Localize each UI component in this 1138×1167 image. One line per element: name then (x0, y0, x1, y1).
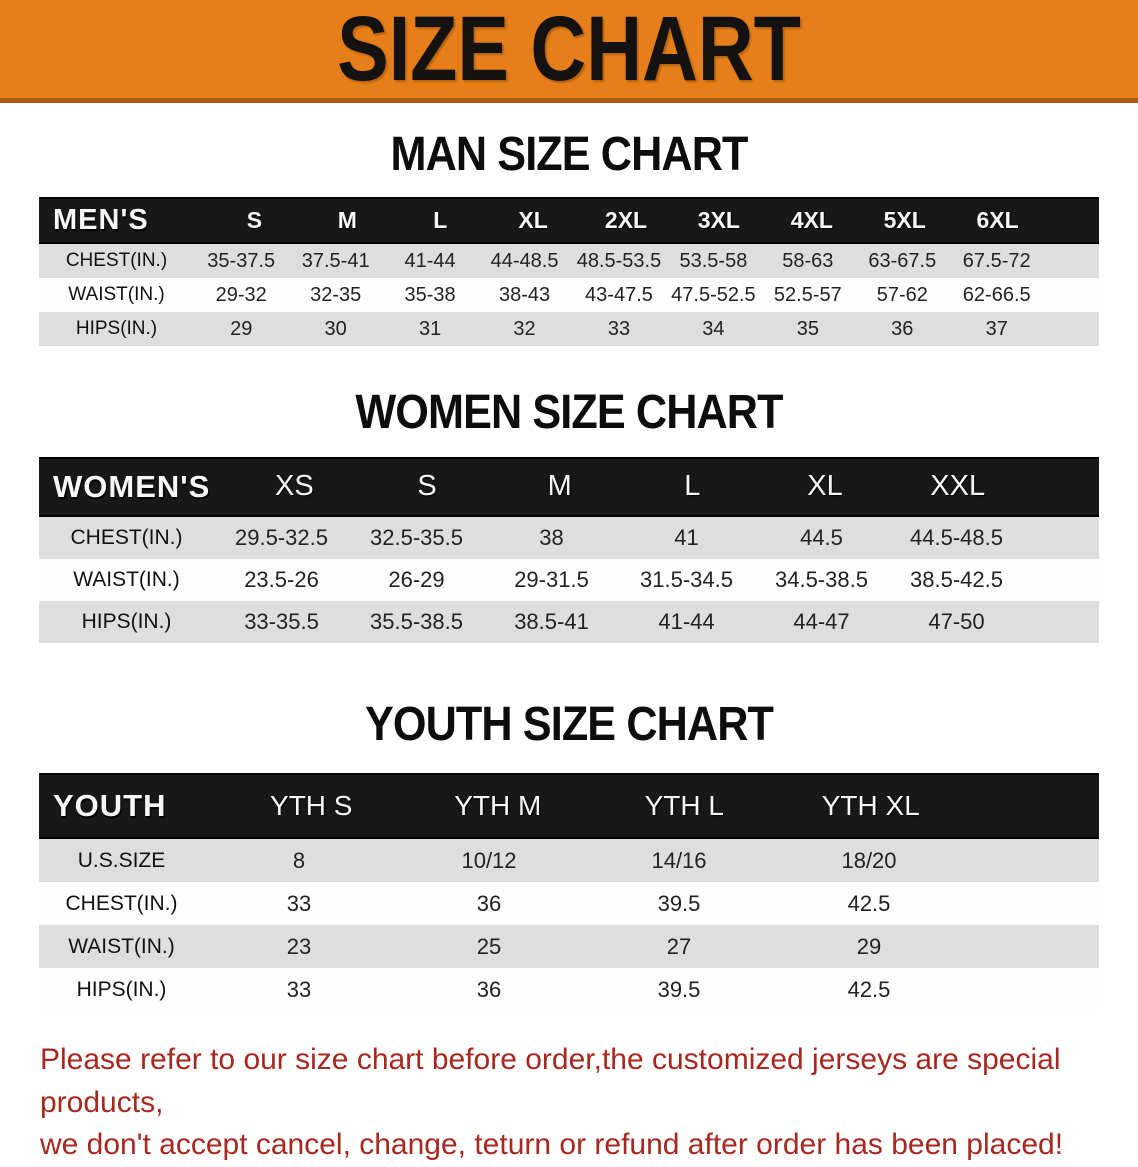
table-row (39, 559, 1099, 601)
table-cell: 41-44 (404, 249, 456, 272)
table-cell: 37.5-41 (301, 249, 370, 272)
table-cell: 57-62 (876, 283, 928, 306)
row-label: CHEST(IN.) (70, 525, 183, 549)
table-cell: 26-29 (388, 566, 445, 592)
table-cell: 14/16 (651, 847, 707, 873)
row-label: WAIST(IN.) (73, 567, 180, 591)
size-chart-banner (0, 0, 1138, 103)
table-header-row (39, 457, 1099, 517)
disclaimer-line-2: we don't accept cancel, change, teturn or refund after order has been placed! (40, 1128, 1064, 1162)
column-header: YTH XL (821, 790, 920, 822)
table-cell: 38 (539, 524, 564, 550)
table-row (39, 312, 1099, 346)
table-cell: 33 (607, 317, 631, 340)
table-header-row (39, 773, 1099, 839)
table-header-row (39, 197, 1099, 244)
table-cell: 29.5-32.5 (235, 524, 328, 550)
table-cell: 30 (324, 317, 347, 340)
table-cell: 38-43 (498, 283, 551, 306)
youth-section-heading: YOUTH SIZE CHART (364, 697, 774, 751)
table-cell: 38.5-42.5 (910, 566, 1003, 592)
men-size-table (39, 197, 1099, 346)
table-cell: 39.5 (657, 976, 701, 1002)
table-cell: 35.5-38.5 (370, 608, 463, 634)
table-cell: 36 (891, 317, 914, 340)
table-cell: 23.5-26 (244, 566, 319, 592)
row-label: HIPS(IN.) (75, 318, 158, 340)
column-header: YTH L (644, 790, 724, 822)
table-cell: 48.5-53.5 (576, 249, 662, 272)
table-cell: 53.5-58 (679, 249, 748, 272)
banner-title: SIZE CHART (337, 0, 801, 100)
column-header: S (246, 207, 263, 234)
table-cell: 31.5-34.5 (640, 566, 733, 592)
table-row (39, 968, 1099, 1011)
table-cell: 37 (985, 317, 1008, 340)
table-cell: 32-35 (310, 283, 362, 306)
table-cell: 18/20 (841, 847, 897, 873)
table-cell: 25 (476, 933, 502, 959)
column-header: YTH M (454, 790, 542, 822)
table-cell: 67.5-72 (962, 249, 1031, 272)
row-label: U.S.SIZE (77, 848, 166, 872)
column-header: XS (274, 470, 314, 503)
table-cell: 32.5-35.5 (370, 524, 463, 550)
table-cell: 44.5-48.5 (910, 524, 1003, 550)
table-cell: 23 (286, 933, 312, 959)
table-cell: 35 (796, 317, 819, 340)
table-cell: 47-50 (928, 608, 985, 634)
column-header: YTH S (270, 790, 353, 822)
table-cell: 36 (476, 976, 502, 1002)
column-header: 4XL (790, 207, 833, 234)
table-cell: 32 (513, 317, 536, 340)
table-cell: 62-66.5 (962, 283, 1031, 306)
table-cell: 27 (666, 933, 692, 959)
table-cell: 29 (856, 933, 882, 959)
table-cell: 52.5-57 (773, 283, 842, 306)
table-cell: 38.5-41 (514, 608, 589, 634)
column-header: XXL (930, 470, 986, 503)
table-row (39, 278, 1099, 312)
women-section-heading: WOMEN SIZE CHART (355, 386, 783, 440)
table-cell: 33 (286, 890, 312, 916)
table-cell: 47.5-52.5 (671, 283, 756, 306)
table-cell: 36 (476, 890, 502, 916)
table-cell: 35-38 (404, 283, 456, 306)
column-header: M (337, 207, 357, 234)
table-row (39, 601, 1099, 643)
table-cell: 33-35.5 (244, 608, 319, 634)
table-corner-label: MEN'S (53, 204, 149, 237)
row-label: CHEST(IN.) (65, 250, 168, 272)
table-row (39, 882, 1099, 925)
disclaimer-text (40, 1039, 1118, 1167)
table-cell: 44-47 (793, 608, 850, 634)
column-header: M (547, 470, 572, 503)
table-row (39, 925, 1099, 968)
table-row (39, 244, 1099, 278)
column-header: L (684, 470, 701, 503)
table-corner-label: YOUTH (53, 788, 167, 824)
column-header: 3XL (697, 207, 740, 234)
table-cell: 34 (702, 317, 725, 340)
table-cell: 33 (286, 976, 312, 1002)
column-header: 5XL (883, 207, 926, 234)
table-row (39, 517, 1099, 559)
column-header: S (417, 470, 437, 503)
table-cell: 35-37.5 (207, 249, 276, 272)
table-cell: 34.5-38.5 (775, 566, 868, 592)
column-header: XL (518, 207, 548, 234)
disclaimer-line-1: Please refer to our size chart before order,the customized jerseys are special products, (40, 1043, 1061, 1119)
column-header: XL (807, 470, 843, 503)
table-cell: 39.5 (657, 890, 701, 916)
row-label: CHEST(IN.) (65, 891, 178, 915)
table-cell: 42.5 (847, 890, 891, 916)
column-header: L (433, 207, 448, 234)
table-cell: 44-48.5 (490, 249, 559, 272)
table-cell: 8 (292, 847, 306, 873)
table-cell: 58-63 (782, 249, 834, 272)
table-cell: 41-44 (658, 608, 715, 634)
men-section-heading: MAN SIZE CHART (390, 128, 748, 181)
table-cell: 31 (418, 317, 442, 340)
table-cell: 10/12 (461, 847, 517, 873)
table-cell: 44.5 (800, 524, 843, 550)
table-cell: 42.5 (847, 976, 891, 1002)
table-cell: 29-31.5 (514, 566, 589, 592)
table-cell: 41 (674, 524, 699, 550)
row-label: HIPS(IN.) (81, 609, 172, 633)
table-cell: 29-32 (215, 283, 267, 306)
table-cell: 29 (230, 317, 253, 340)
women-size-table (39, 457, 1099, 643)
column-header: 6XL (976, 207, 1019, 234)
table-cell: 63-67.5 (868, 249, 937, 272)
table-cell: 43-47.5 (585, 283, 653, 306)
youth-size-table (39, 773, 1099, 1011)
table-row (39, 839, 1099, 882)
table-corner-label: WOMEN'S (53, 468, 211, 504)
row-label: WAIST(IN.) (68, 284, 165, 306)
column-header: 2XL (604, 207, 648, 234)
row-label: WAIST(IN.) (68, 934, 175, 958)
row-label: HIPS(IN.) (76, 977, 167, 1001)
